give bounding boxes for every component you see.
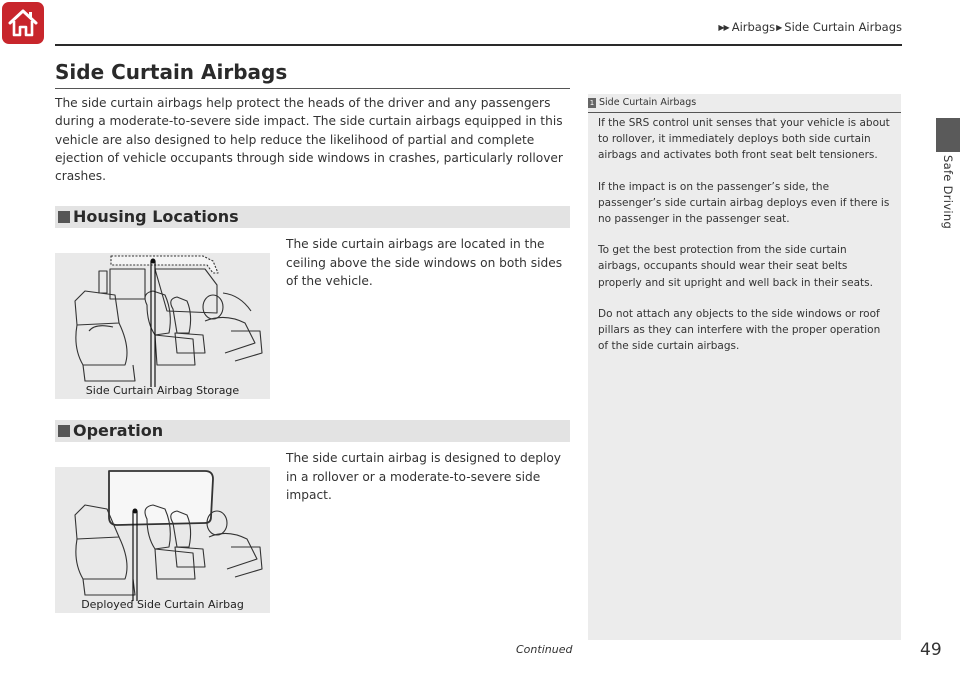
breadcrumb-link-airbags[interactable]: Airbags <box>731 20 776 34</box>
car-interior-storage-illustration <box>55 253 270 399</box>
illustration-airbag-storage <box>55 253 270 399</box>
home-icon <box>2 2 44 44</box>
section-square-icon <box>58 211 70 223</box>
home-button[interactable] <box>2 2 44 44</box>
car-interior-deployed-illustration <box>55 467 270 613</box>
section-header-housing <box>55 206 570 228</box>
section-header-operation <box>55 420 570 442</box>
section-title-housing: Housing Locations <box>73 207 239 226</box>
operation-description: The side curtain airbag is designed to deploy in a rollover or a moderate-to-severe side impact. <box>286 451 562 503</box>
intro-paragraph: The side curtain airbags help protect the heads of the driver and any passengers during a moderate-to-severe side impact. The side curtain airbags equipped in this vehicle are also designed to help reduce the likelihood of partial and complete ejection of vehicle occupants through side windows in crashes, particularly rollover crashes. <box>55 96 563 184</box>
note-paragraph: If the SRS control unit senses that your vehicle is about to rollover, it immediately deploys both side curtain airbags and activates both front seat belt tensioners. <box>598 117 890 162</box>
illustration-caption: Deployed Side Curtain Airbag <box>81 598 244 611</box>
note-header <box>588 96 901 113</box>
section-square-icon <box>58 425 70 437</box>
note-reference-icon: 1 <box>589 99 595 107</box>
note-paragraph: If the impact is on the passenger’s side, the passenger’s side curtain airbag deploys even if there is no passenger in the passenger seat. <box>598 180 890 226</box>
breadcrumb-current-page: Side Curtain Airbags <box>784 20 902 34</box>
breadcrumb-arrow-icon: ▶▶ <box>718 22 729 32</box>
continued-label: Continued <box>516 643 573 656</box>
section-title-operation: Operation <box>73 421 164 440</box>
note-body <box>598 115 892 369</box>
note-sidebar <box>588 94 901 640</box>
title-divider <box>55 88 570 89</box>
chapter-tab-marker[interactable] <box>936 118 960 152</box>
breadcrumb-arrow-icon: ▶ <box>776 22 782 32</box>
header-divider <box>55 44 902 46</box>
illustration-caption: Side Curtain Airbag Storage <box>85 384 240 397</box>
page-number: 49 <box>920 640 942 660</box>
chapter-tab-label[interactable]: Safe Driving <box>941 155 955 230</box>
illustration-deployed-airbag <box>55 467 270 613</box>
housing-description: The side curtain airbags are located in the ceiling above the side windows on both sides of the vehicle. <box>286 237 563 289</box>
note-paragraph: To get the best protection from the side curtain airbags, occupants should wear their seat belts properly and sit upright and well back in their seats. <box>598 244 873 289</box>
page-title: Side Curtain Airbags <box>55 60 288 84</box>
note-paragraph: Do not attach any objects to the side windows or roof pillars as they can interfere with the proper operation of the side curtain airbags. <box>598 307 881 353</box>
note-title[interactable]: Side Curtain Airbags <box>599 97 697 108</box>
breadcrumb <box>717 20 902 34</box>
